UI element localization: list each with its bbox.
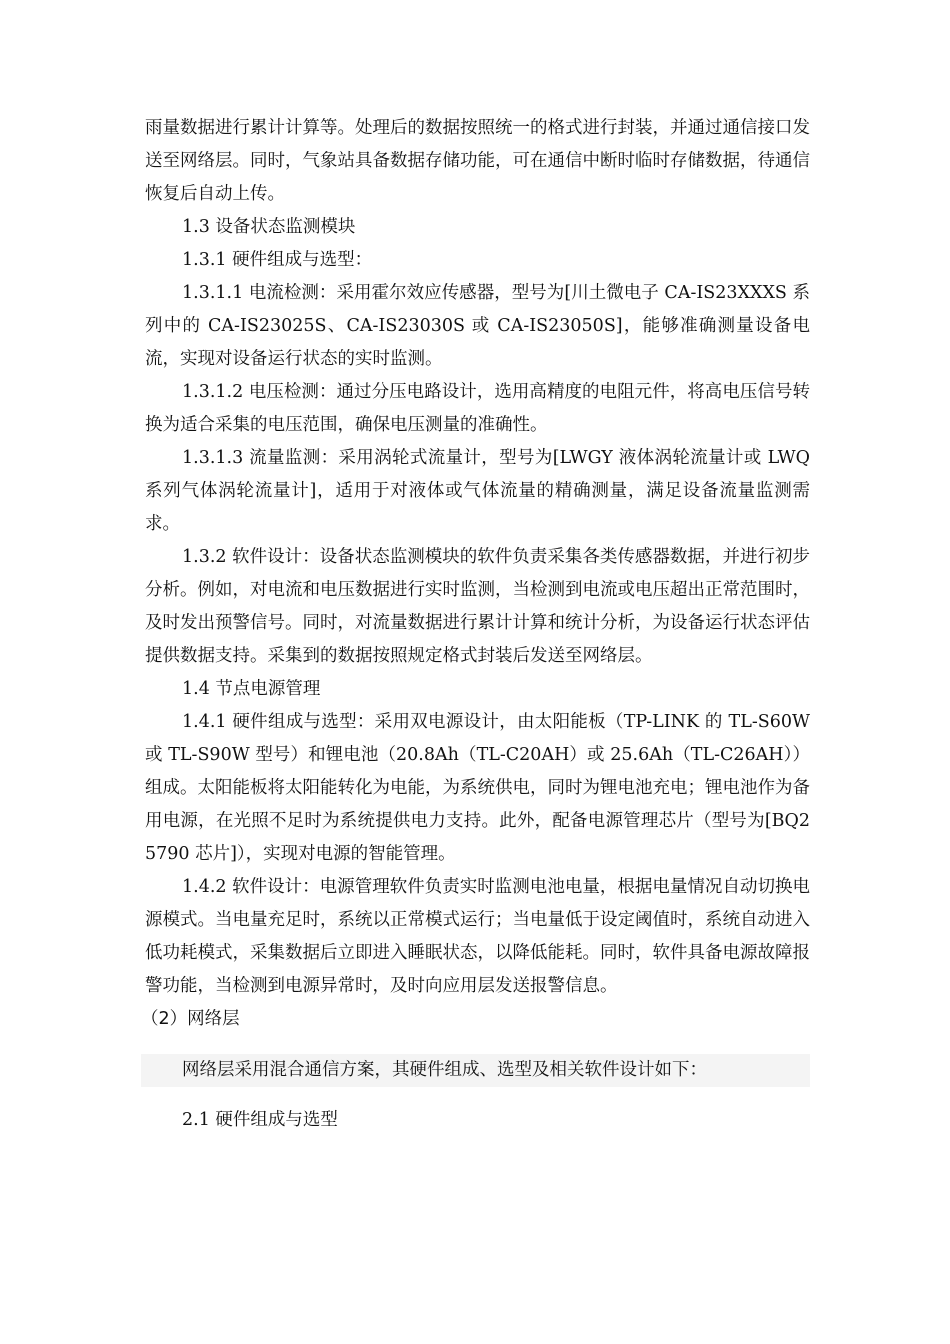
heading-1-3-device-monitoring: 1.3 设备状态监测模块 [182, 217, 356, 237]
paragraph-monitoring-software: 1.3.2 软件设计：设备状态监测模块的软件负责采集各类传感器数据，并进行初步分析。例如，对电流和电压数据进行实时监测，当检测到电流或电压超出正常范围时，及时发出预警信号。同时，对流量数据进行累计计算和统计分析，为设备运行状态评估提供数据支持。采集到的数据按照规定格式封装后发送至网络层。 [145, 547, 810, 666]
heading-2-1-hardware: 2.1 硬件组成与选型 [182, 1110, 338, 1130]
heading-1-4-power-management: 1.4 节点电源管理 [182, 679, 321, 699]
document-body [141, 112, 810, 1137]
paragraph-network-intro: 网络层采用混合通信方案，其硬件组成、选型及相关软件设计如下： [141, 1054, 810, 1087]
paragraph-current-detection: 1.3.1.1 电流检测：采用霍尔效应传感器，型号为[川土微电子 CA-IS23XXXS 系列中的 CA-IS23025S、CA-IS23030S 或 CA-IS23050S]，能够准确测量设备电流，实现对设备运行状态的实时监测。 [145, 283, 810, 369]
paragraph-rainfall-processing: 雨量数据进行累计计算等。处理后的数据按照统一的格式进行封装，并通过通信接口发送至网络层。同时，气象站具备数据存储功能，可在通信中断时临时存储数据，待通信恢复后自动上传。 [145, 118, 810, 204]
paragraph-power-software: 1.4.2 软件设计：电源管理软件负责实时监测电池电量，根据电量情况自动切换电源模式。当电量充足时，系统以正常模式运行；当电量低于设定阈值时，系统自动进入低功耗模式，采集数据后立即进入睡眠状态，以降低能耗。同时，软件具备电源故障报警功能，当检测到电源异常时，及时向应用层发送报警信息。 [145, 877, 810, 996]
section-heading-network-layer: （2）网络层 [141, 1009, 240, 1029]
paragraph-power-hardware: 1.4.1 硬件组成与选型：采用双电源设计，由太阳能板（TP-LINK 的 TL-S60W 或 TL-S90W 型号）和锂电池（20.8Ah（TL-C20AH）或 25.6Ah（TL-C26AH））组成。太阳能板将太阳能转化为电能，为系统供电，同时为锂电池充电；锂电池作为备用电源，在光照不足时为系统提供电力支持。此外，配备电源管理芯片（型号为[BQ25790 芯片]），实现对电源的智能管理。 [145, 712, 810, 864]
paragraph-voltage-detection: 1.3.1.2 电压检测：通过分压电路设计，选用高精度的电阻元件，将高电压信号转换为适合采集的电压范围，确保电压测量的准确性。 [145, 382, 810, 435]
paragraph-flow-monitoring: 1.3.1.3 流量监测：采用涡轮式流量计，型号为[LWGY 液体涡轮流量计或 LWQ 系列气体涡轮流量计]，适用于对液体或气体流量的精确测量，满足设备流量监测需求。 [145, 448, 810, 534]
heading-1-3-1-hardware: 1.3.1 硬件组成与选型： [182, 250, 373, 270]
